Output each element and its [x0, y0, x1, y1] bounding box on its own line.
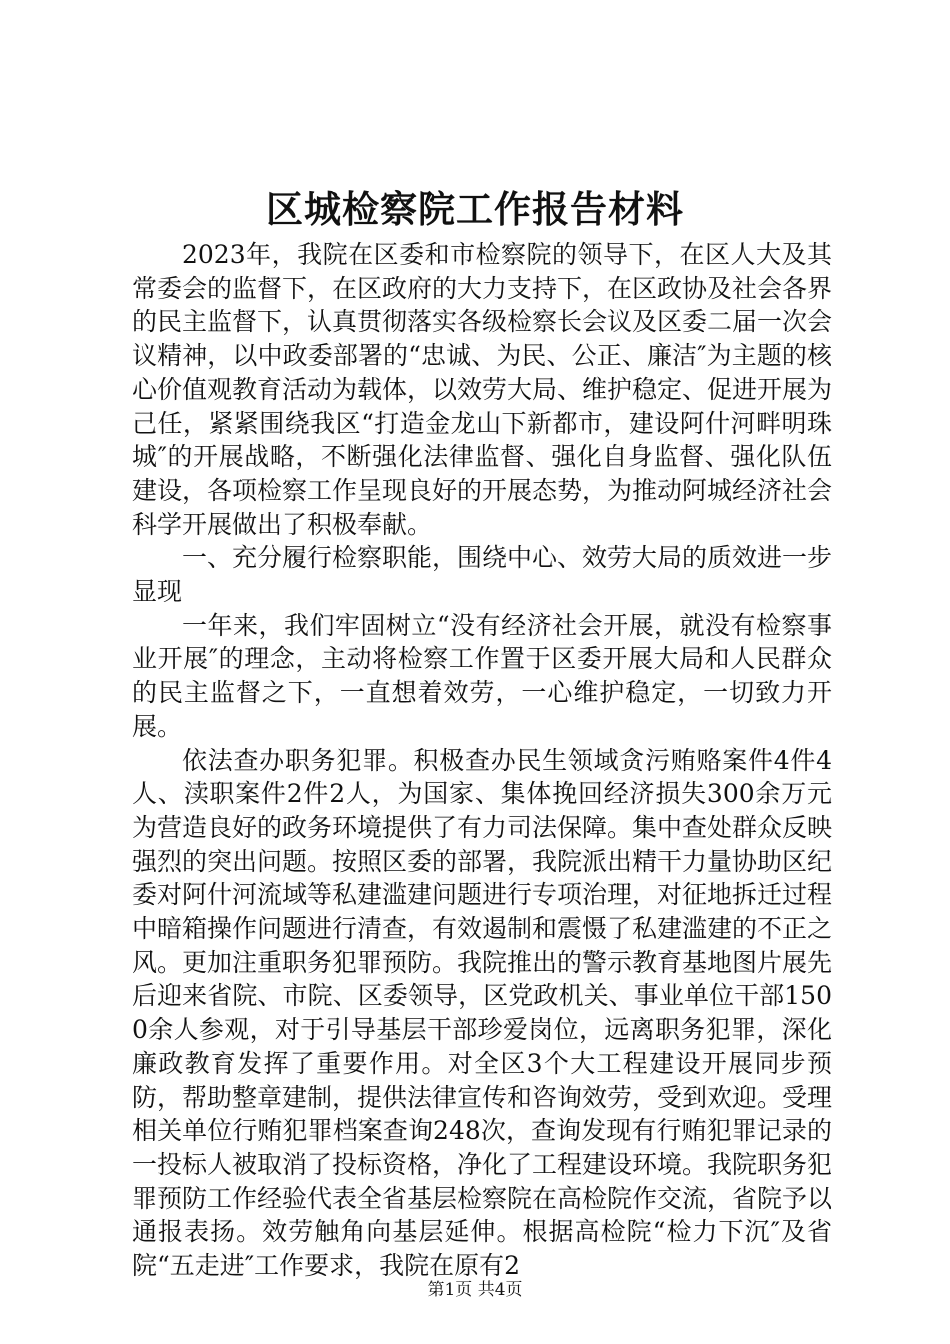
document-body [132, 238, 832, 1283]
paragraph-duty-crime: 依法查办职务犯罪。积极查办民生领域贪污贿赂案件4件4人、渎职案件2件2人，为国家、集体挽回经济损失300余万元为营造良好的政务环境提供了有力司法保障。集中查处群众反映强烈的突出问题。按照区委的部署，我院派出精干力量协助区纪委对阿什河流域等私建滥建问题进行专项治理，对征地拆迁过程中暗箱操作问题进行清查，有效遏制和震慑了私建滥建的不正之风。更加注重职务犯罪预防。我院推出的警示教育基地图片展先后迎来省院、市院、区委领导，区党政机关、事业单位干部1500余人参观，对于引导基层干部珍爱岗位，远离职务犯罪，深化廉政教育发挥了重要作用。对全区3个大工程建设开展同步预防，帮助整章建制，提供法律宣传和咨询效劳，受到欢迎。受理相关单位行贿犯罪档案查询248次，查询发现有行贿犯罪记录的一投标人被取消了投标资格，净化了工程建设环境。我院职务犯罪预防工作经验代表全省基层检察院在高检院作交流，省院予以通报表扬。效劳触角向基层延伸。根据高检院“检力下沉″及省院“五走进″工作要求，我院在原有2 [132, 745, 833, 1281]
page-number: 第1页 共4页 [427, 1280, 523, 1300]
paragraph-intro: 2023年，我院在区委和市检察院的领导下，在区人大及其常委会的监督下，在区政府的大力支持下，在区政协及社会各界的民主监督下，认真贯彻落实各级检察长会议及区委二届一次会议精神，以中政委部署的“忠诚、为民、公正、廉洁″为主题的核心价值观教育活动为载体，以效劳大局、维护稳定、促进开展为己任，紧紧围绕我区“打造金龙山下新都市，建设阿什河畔明珠城″的开展战略，不断强化法律监督、强化自身监督、强化队伍建设，各项检察工作呈现良好的开展态势，为推动阿城经济社会科学开展做出了积极奉献。 [132, 240, 833, 539]
paragraph-section1-overview: 一年来，我们牢固树立“没有经济社会开展，就没有检察事业开展″的理念，主动将检察工作置于区委开展大局和人民群众的民主监督之下，一直想着效劳，一心维护稳定，一切致力开展。 [132, 610, 832, 741]
section-heading-1: 一、充分履行检察职能，围绕中心、效劳大局的质效进一步显现 [132, 543, 833, 607]
document-title: 区城检察院工作报告材料 [266, 187, 684, 231]
